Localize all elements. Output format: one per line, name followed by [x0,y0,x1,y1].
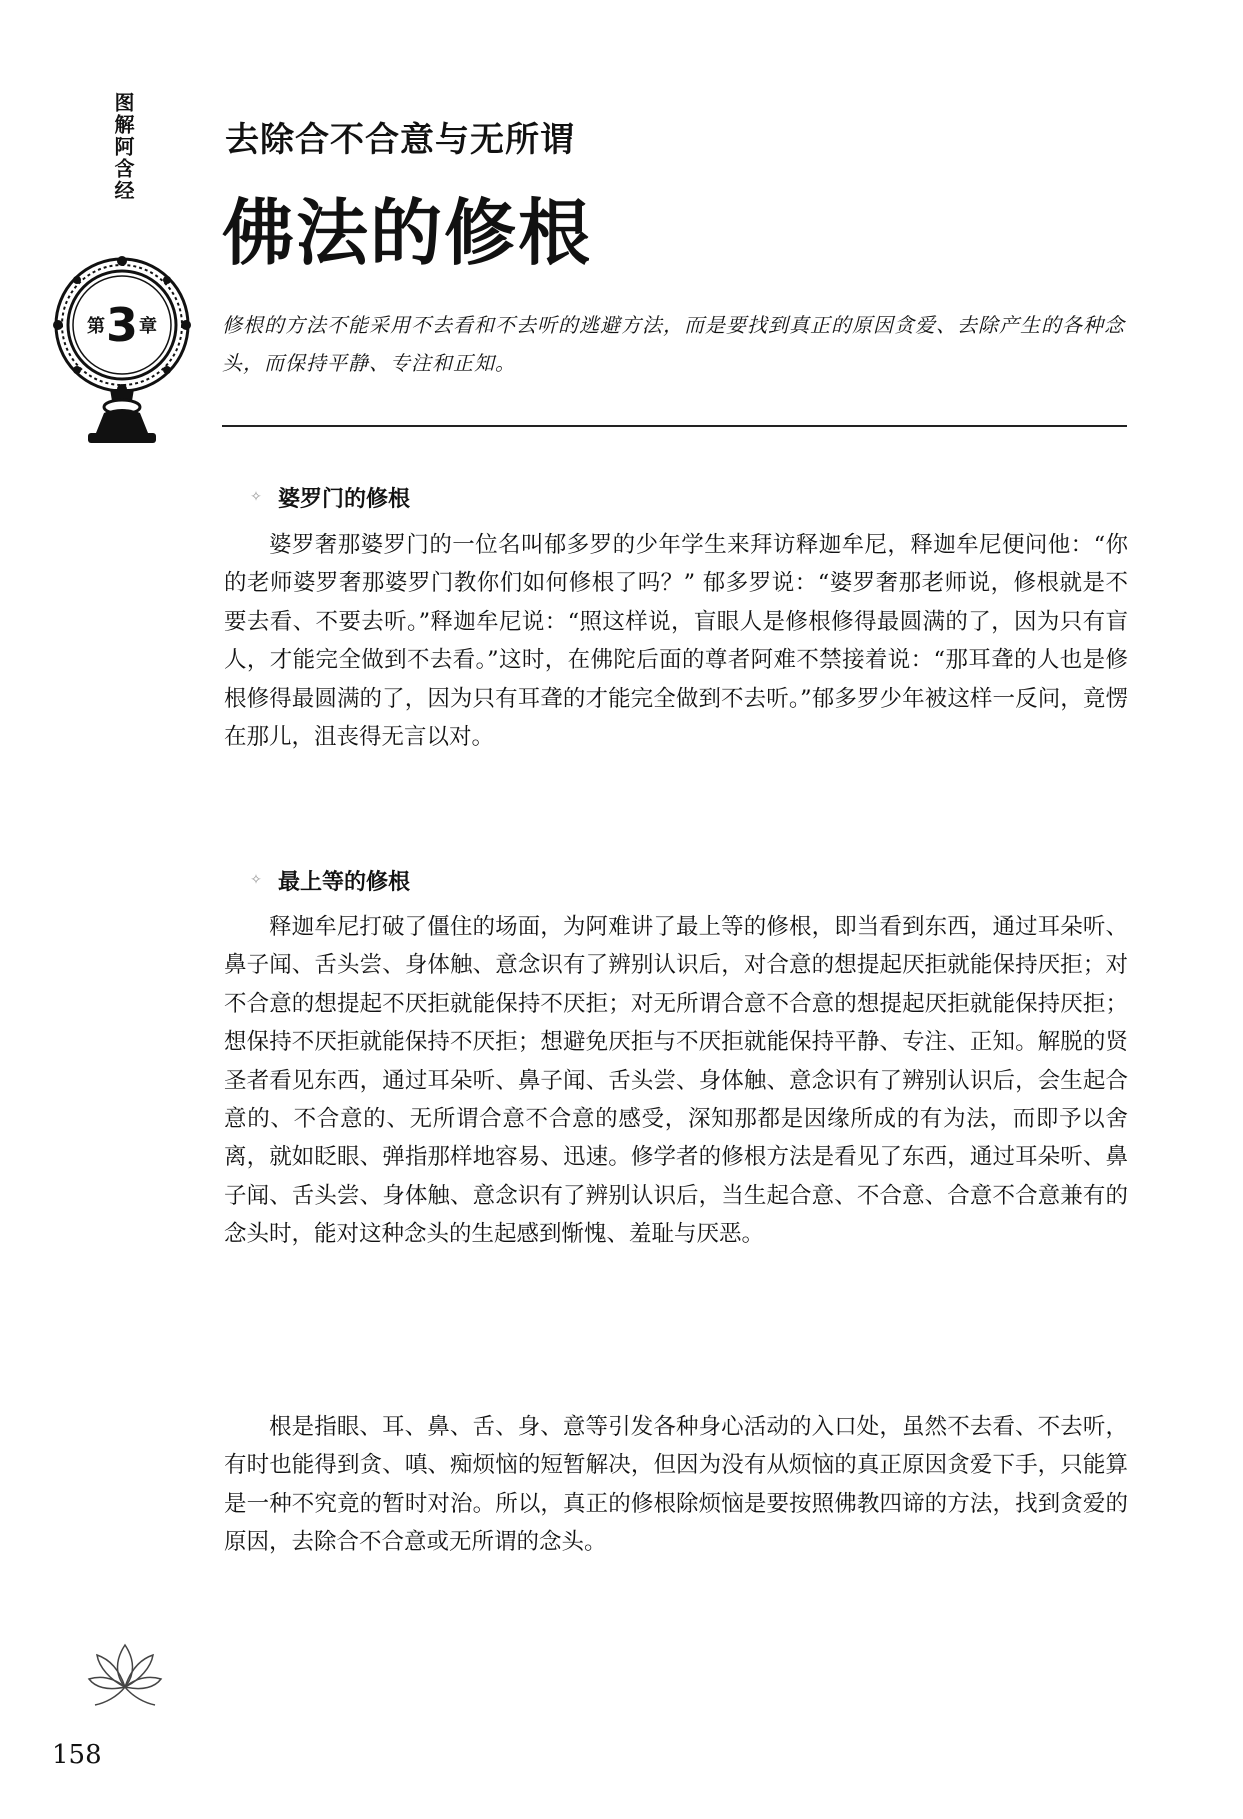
page-subtitle: 去除合不合意与无所谓 [225,120,575,160]
lotus-ornament-icon [85,1635,165,1715]
paragraph: 根是指眼、耳、鼻、舌、身、意等引发各种身心活动的入口处，虽然不去看、不去听，有时也能得到贪、嗔、痴烦恼的短暂解决，但因为没有从烦恼的真正原因贪爱下手，只能算是一种不究竟的暂时对治。所以，真正的修根除烦恼是要按照佛教四谛的方法，找到贪爱的原因，去除合不合意或无所谓的念头。 [224,1414,1128,1556]
chapter-badge-label [52,255,192,395]
paragraph: 释迦牟尼打破了僵住的场面，为阿难讲了最上等的修根，即当看到东西，通过耳朵听、鼻子闻、舌头尝、身体触、意念识有了辨别认识后，对合意的想提起厌拒就能保持厌拒；对不合意的想提起不厌拒就能保持不厌拒；对无所谓合意不合意的想提起厌拒就能保持厌拒；想保持不厌拒就能保持不厌拒；想避免厌拒与不厌拒就能保持平静、专注、正知。解脱的贤圣者看见东西，通过耳朵听、鼻子闻、舌头尝、身体触、意念识有了辨别认识后，会生起合意的、不合意的、无所谓合意不合意的感受，深知那都是因缘所成的有为法，而即予以舍离，就如眨眼、弹指那样地容易、迅速。修学者的修根方法是看见了东西，通过耳朵听、鼻子闻、舌头尝、身体触、意念识有了辨别认识后，当生起合意、不合意、合意不合意兼有的念头时，能对这种念头的生起感到惭愧、羞耻与厌恶。 [224,914,1128,1248]
chapter-suffix: 章 [139,316,157,337]
intro-text: 修根的方法不能采用不去看和不去听的逃避方法，而是要找到真正的原因贪爱、去除产生的各种念头，而保持平静、专注和正知。 [222,313,1125,375]
section-bullet-icon: ✧ [250,871,262,888]
page-number: 158 [52,1740,102,1770]
chapter-badge [52,255,192,450]
chapter-number: 3 [105,298,138,352]
section-bullet-icon: ✧ [250,488,262,505]
series-title: 图解阿含经 [111,92,135,202]
paragraph: 婆罗奢那婆罗门的一位名叫郁多罗的少年学生来拜访释迦牟尼，释迦牟尼便问他：“你的老师婆罗奢那婆罗门教你们如何修根了吗？” 郁多罗说：“婆罗奢那老师说，修根就是不要去看、不要去听。”释迦牟尼说：“照这样说，盲眼人是修根修得最圆满的了，因为只有盲人，才能完全做到不去看。”这时，在佛陀后面的尊者阿难不禁接着说：“那耳聋的人也是修根修得最圆满的了，因为只有耳聋的才能完全做到不去听。”郁多罗少年被这样一反问，竟愣在那儿，沮丧得无言以对。 [224,532,1128,751]
divider-rule [222,425,1127,427]
section-heading-text: 最上等的修根 [278,870,411,895]
chapter-prefix: 第 [86,316,105,337]
section-heading [248,482,410,513]
page-title: 佛法的修根 [222,190,593,275]
section-heading [248,865,410,896]
section-heading-text: 婆罗门的修根 [278,487,411,512]
